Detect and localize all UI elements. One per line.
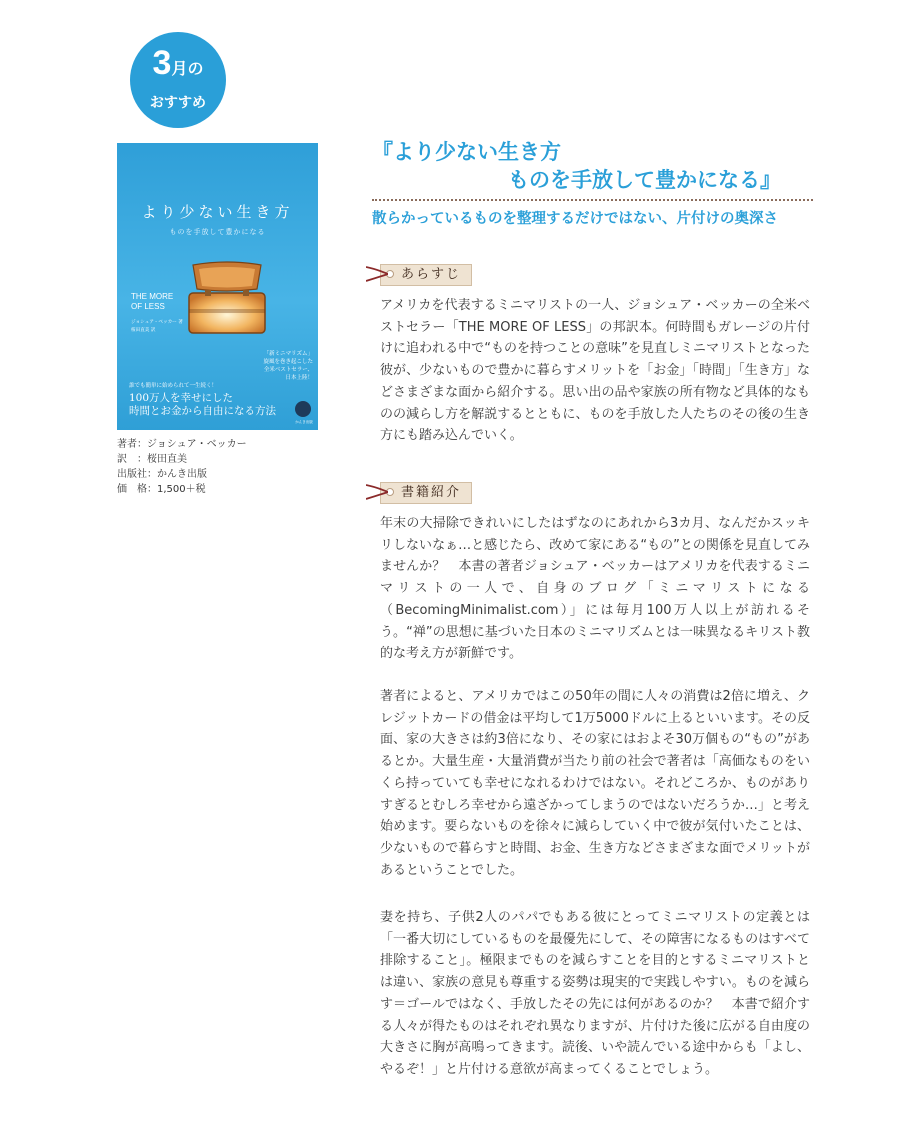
book-info [117, 437, 247, 497]
suitcase-illustration [183, 259, 271, 337]
article-subtitle: 散らかっているものを整理するだけではない、片付けの奥深さ [372, 211, 778, 227]
cover-note: 「新ミニマリズム」 旋風を巻き起こした 全米ベストセラー、 日本上陸！ [263, 351, 313, 381]
synopsis-text: アメリカを代表するミニマリストの一人、ジョシュア・ベッカーの全米ベストセラー「THE MORE OF LESS」の邦訳本。何時間もガレージの片付けに追われる中で“ものを持つことの意味”を見直しミニマリストとなった彼が、少ないもので豊かに暮らすメリットを「お金」「時間」「生き方」などさまざまな面から紹介する。思い出の品や家族の所有物など具体的なものの減らし方を解説するとともに、ものを手放した人たちのその後の生き方にも踏み込んでいく。 [380, 298, 810, 444]
month-recommendation-badge [130, 32, 226, 128]
badge-month-number: 3 [152, 44, 172, 82]
synopsis-label: あらすじ [380, 264, 472, 286]
article-title-line1: 『より少ない生き方 [372, 140, 561, 164]
publisher-logo-label: かんき出版 [295, 420, 313, 424]
introduction-text-1: 年末の大掃除できれいにしたはずなのにあれから3カ月、なんだかスッキリしないなぁ…と感じたら、改めて家にある“もの”との関係を見直してみませんか？ 本書の著者ジョシュア・ベッカーはアメリカを代表するミニマリストの一人で、自身のブログ「ミニマリストになる（BecomingMinimalist.com）」には毎月100万人以上が訪れるそう。“禅”の思想に基づいた日本のミニマリズムとは一味異なるキリスト教的な考え方が新鮮です。 [380, 516, 810, 662]
badge-month [130, 46, 226, 80]
cover-title: より少ない生き方 [141, 203, 294, 221]
introduction-label: 書籍紹介 [380, 482, 472, 504]
introduction-text-3: 妻を持ち、子供2人のパパでもある彼にとってミニマリストの定義とは「一番大切にしているものを最優先にして、その障害になるものはすべて排除すること」。極限までものを減らすことを目的とするミニマリストとは違い、家族の意見も尊重する姿勢は現実的で実践しやすい。ものを減らす＝ゴールではなく、手放したその先には何があるのか？ 本書で紹介する人々が得たものはそれぞれ異なりますが、片付けた後に広がる自由度の大きさに胸が高鳴ってきます。読後、いや読んでいる途中からも「よし、やるぞ！」と片付ける意欲が高まってくることでしょう。 [380, 910, 810, 1077]
introduction-paragraph-3 [380, 907, 810, 1081]
cover-english-title: THE MORE OF LESS [131, 292, 174, 311]
cover-tagline: 誰でも簡単に始められて一生続く！ [129, 383, 218, 389]
book-price: 価 格：1,500＋税 [117, 484, 206, 495]
article-title [372, 138, 781, 194]
synopsis-text-block [380, 295, 810, 447]
tag-string-icon [366, 263, 388, 285]
cover-subtitle: ものを手放して豊かになる [169, 228, 266, 236]
title-divider [372, 199, 813, 201]
book-author: 著者：ジョシュア・ベッカー [117, 439, 247, 450]
cover-credit: ジョシュア・ベッカー 著 桜田直美 訳 [131, 320, 183, 333]
cover-main-copy: 100万人を幸せにした 時間とお金から自由になる方法 [129, 392, 276, 417]
book-publisher: 出版社：かんき出版 [117, 469, 207, 480]
introduction-paragraph-2 [380, 686, 810, 881]
badge-month-suffix: 月の [171, 59, 204, 78]
book-translator: 訳 ：桜田直美 [117, 454, 187, 465]
tag-string-icon [366, 481, 388, 503]
publisher-logo-icon [295, 401, 311, 417]
book-cover [117, 143, 318, 430]
introduction-paragraph-1 [380, 513, 810, 665]
article-title-line2: ものを手放して豊かになる』 [508, 168, 781, 192]
introduction-text-2: 著者によると、アメリカではこの50年の間に人々の消費は2倍に増え、クレジットカードの借金は平均して1万5000ドルに上るといいます。その反面、家の大きさは約3倍になり、その家にはおよそ30万個もの“もの”があるとか。大量生産・大量消費が当たり前の社会で著者は「高価なものをいくら持っていても幸せになれるわけではない。それどころか、ものがありすぎるとむしろ幸せから遠ざかってしまうのではないだろうか…」と考え始めます。要らないものを徐々に減らしていく中で彼が気付いたことは、少ないもので暮らすと時間、お金、生き方などさまざまな面でメリットがあるということでした。 [380, 689, 810, 878]
badge-label: おすすめ [149, 95, 207, 111]
